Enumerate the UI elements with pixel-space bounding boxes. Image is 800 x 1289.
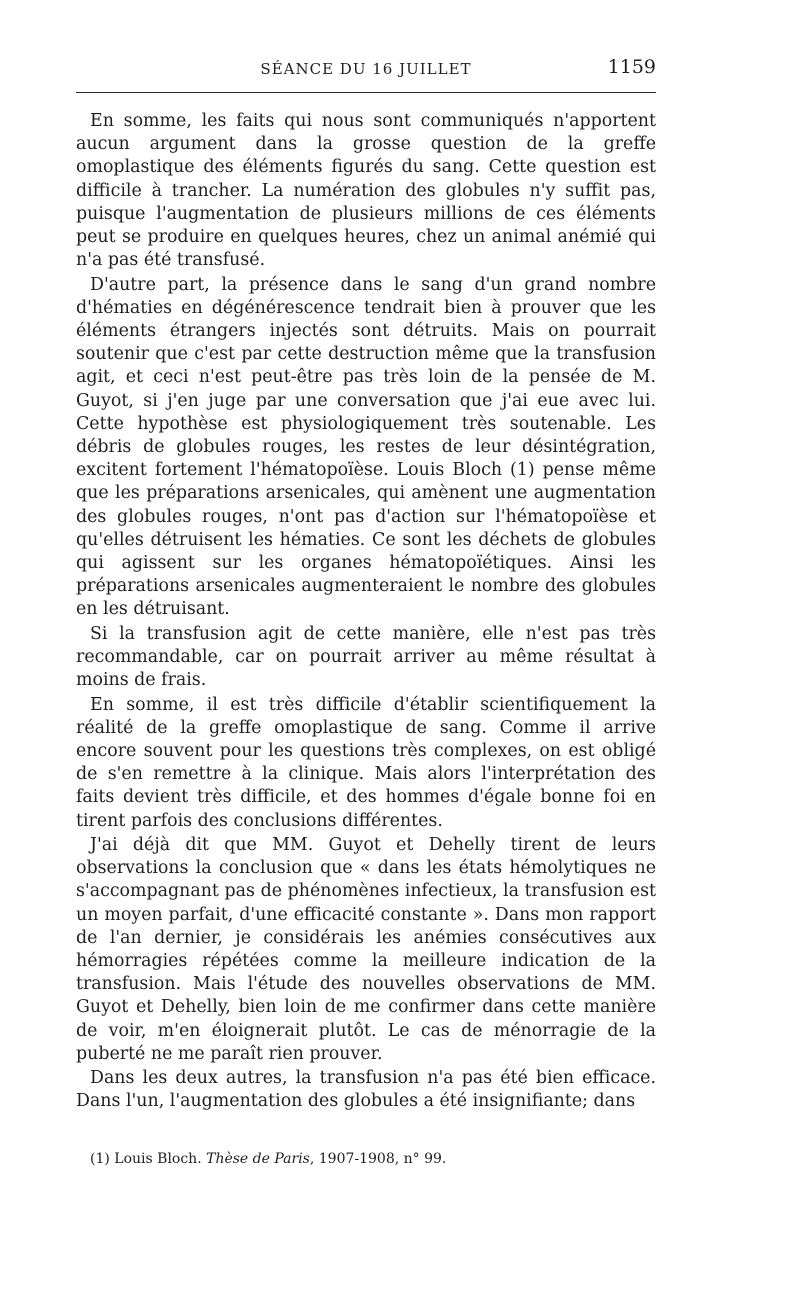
footnote xyxy=(90,1149,446,1169)
footnote-author: Louis Bloch. xyxy=(114,1151,202,1167)
paragraph: En somme, il est très difficile d'établir scientifiquement la réalité de la greffe omoplastique de sang. Comme il arrive encore souvent pour les questions très complexes, on est obligé de s'en remettre à la clinique. Mais alors l'interprétation des faits devient très difficile, et des hommes d'égale bonne foi en tirent parfois des conclusions différentes. xyxy=(76,694,656,831)
paragraph: D'autre part, la présence dans le sang d'un grand nombre d'hématies en dégénérescence tendrait bien à prouver que les éléments étrangers injectés sont détruits. Mais on pourrait soutenir que c'est par cette destruction même que la transfusion agit, et ceci n'est peut-être pas très loin de la pensée de M. Guyot, si j'en juge par une conversation que j'ai eue avec lui. Cette hypothèse est physiologiquement très soutenable. Les débris de globules rouges, les restes de leur désintégration, excitent fortement l'hématopoïèse. Louis Bloch (1) pense même que les préparations arsenicales, qui amènent une augmentation des globules rouges, n'ont pas d'action sur l'hématopoïèse et qu'elles détruisent les hématies. Ce sont les déchets de globules qui agissent sur les organes hématopoïétiques. Ainsi les préparations arsenicales augmenteraient le nombre des globules en les détruisant. xyxy=(76,274,656,620)
header-rule xyxy=(76,92,656,93)
footnote-title: Thèse de Paris xyxy=(206,1151,310,1167)
paragraph: En somme, les faits qui nous sont communiqués n'apportent aucun argument dans la grosse question de la greffe omoplastique des éléments figurés du sang. Cette question est difficile à trancher. La numération des globules n'y suffit pas, puisque l'augmentation de plusieurs millions de ces éléments peut se produire en quelques heures, chez un animal anémié qui n'a pas été transfusé. xyxy=(76,111,656,271)
running-head: SÉANCE DU 16 JUILLET xyxy=(260,60,472,78)
page-number: 1159 xyxy=(607,56,656,78)
paragraph: Si la transfusion agit de cette manière, elle n'est pas très recommandable, car on pourrait arriver au même résultat à moins de frais. xyxy=(76,623,656,691)
body-text xyxy=(76,110,656,1114)
paragraph: Dans les deux autres, la transfusion n'a pas été bien efficace. Dans l'un, l'augmentation des globules a été insignifiante; dans xyxy=(76,1068,656,1112)
footnote-details: , 1907-1908, n° 99. xyxy=(309,1151,447,1167)
page-header xyxy=(76,56,656,86)
footnote-marker: (1) xyxy=(90,1151,110,1167)
paragraph: J'ai déjà dit que MM. Guyot et Dehelly tirent de leurs observations la conclusion que « dans les états hémolytiques ne s'accompagnant pas de phénomènes infectieux, la transfusion est un moyen parfait, d'une efficacité constante ». Dans mon rapport de l'an dernier, je considérais les anémies consécutives aux hémorragies répétées comme la meilleure indication de la transfusion. Mais l'étude des nouvelles observations de MM. Guyot et Dehelly, bien loin de me confirmer dans cette manière de voir, m'en éloignerait plutôt. Le cas de ménorragie de la puberté ne me paraît rien prouver. xyxy=(76,835,656,1064)
